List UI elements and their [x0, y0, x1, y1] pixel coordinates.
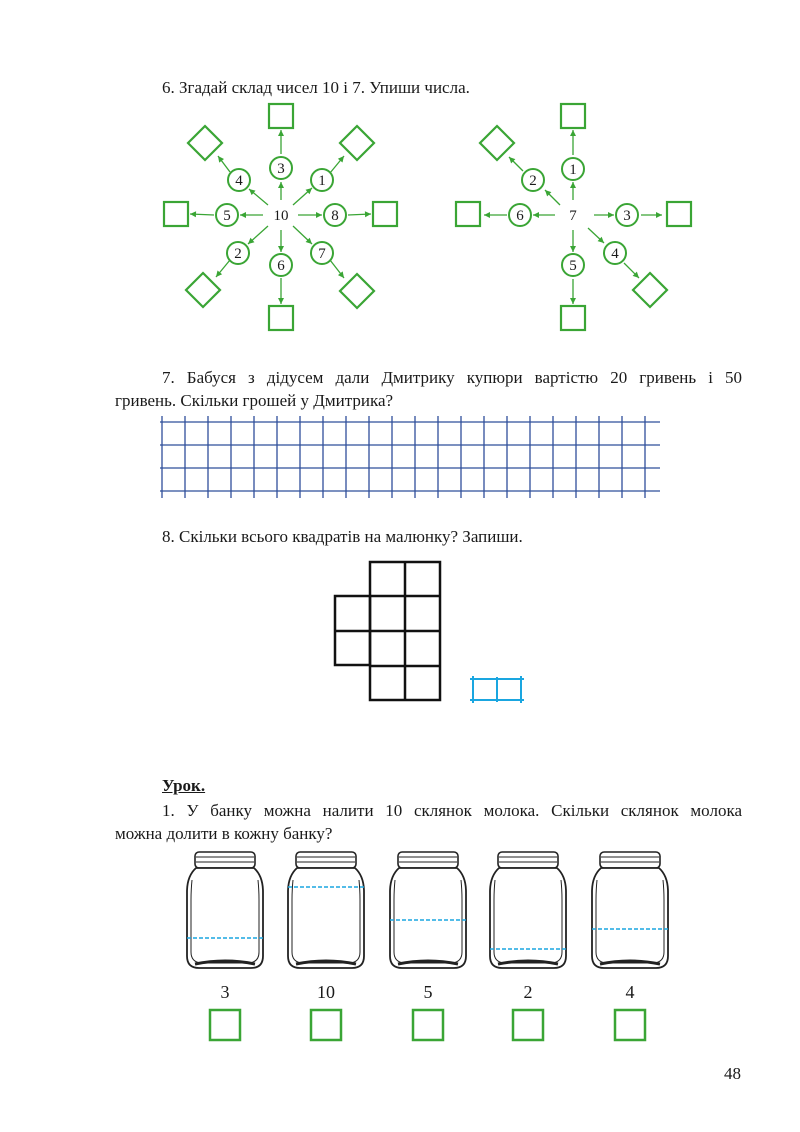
- jar-label-3: 2: [523, 982, 533, 1002]
- task6-title: 6. Згадай склад чисел 10 і 7. Упиши числа.: [162, 78, 470, 97]
- svg-text:6: 6: [516, 208, 524, 224]
- star-center-7: 7: [569, 208, 577, 224]
- svg-text:6: 6: [277, 258, 285, 274]
- task7-text-line2: гривень. Скільки грошей у Дмитрика?: [115, 391, 394, 410]
- svg-text:3: 3: [623, 208, 631, 224]
- jar-answer-square-4[interactable]: [615, 1010, 645, 1040]
- task7-text-line1: 7. Бабуся з дідусем дали Дмитрику купюри вартістю 20 гривень і 50: [162, 368, 742, 387]
- jar-answer-square-2[interactable]: [413, 1010, 443, 1040]
- svg-text:4: 4: [235, 173, 243, 189]
- svg-text:2: 2: [234, 246, 242, 262]
- svg-text:8: 8: [331, 208, 339, 224]
- jar-answer-square-1[interactable]: [311, 1010, 341, 1040]
- star-center-10: 10: [273, 208, 289, 224]
- jar-3: [490, 852, 566, 968]
- lesson-task1-line2: можна долити в кожну банку?: [115, 824, 333, 843]
- svg-text:7: 7: [318, 246, 326, 262]
- jar-4: [592, 852, 668, 968]
- jar-2: [390, 852, 466, 968]
- jar-0: [187, 852, 263, 968]
- svg-text:1: 1: [569, 162, 577, 178]
- task8-title: 8. Скільки всього квадратів на малюнку? Запиши.: [162, 527, 523, 546]
- jar-label-2: 5: [423, 982, 433, 1002]
- lesson-task1-line1: 1. У банку можна налити 10 склянок молока. Скільки склянок молока: [162, 801, 742, 820]
- jar-label-0: 3: [220, 982, 230, 1002]
- svg-text:1: 1: [318, 173, 326, 189]
- jar-label-1: 10: [317, 982, 335, 1002]
- svg-text:4: 4: [611, 246, 619, 262]
- svg-text:5: 5: [223, 208, 231, 224]
- svg-text:2: 2: [529, 173, 537, 189]
- jar-label-4: 4: [625, 982, 635, 1002]
- svg-text:5: 5: [569, 258, 577, 274]
- lesson-heading: Урок.: [162, 776, 206, 795]
- jar-answer-square-0[interactable]: [210, 1010, 240, 1040]
- jar-answer-square-3[interactable]: [513, 1010, 543, 1040]
- jar-1: [288, 852, 364, 968]
- page-number: 48: [724, 1064, 741, 1083]
- svg-text:3: 3: [277, 161, 285, 177]
